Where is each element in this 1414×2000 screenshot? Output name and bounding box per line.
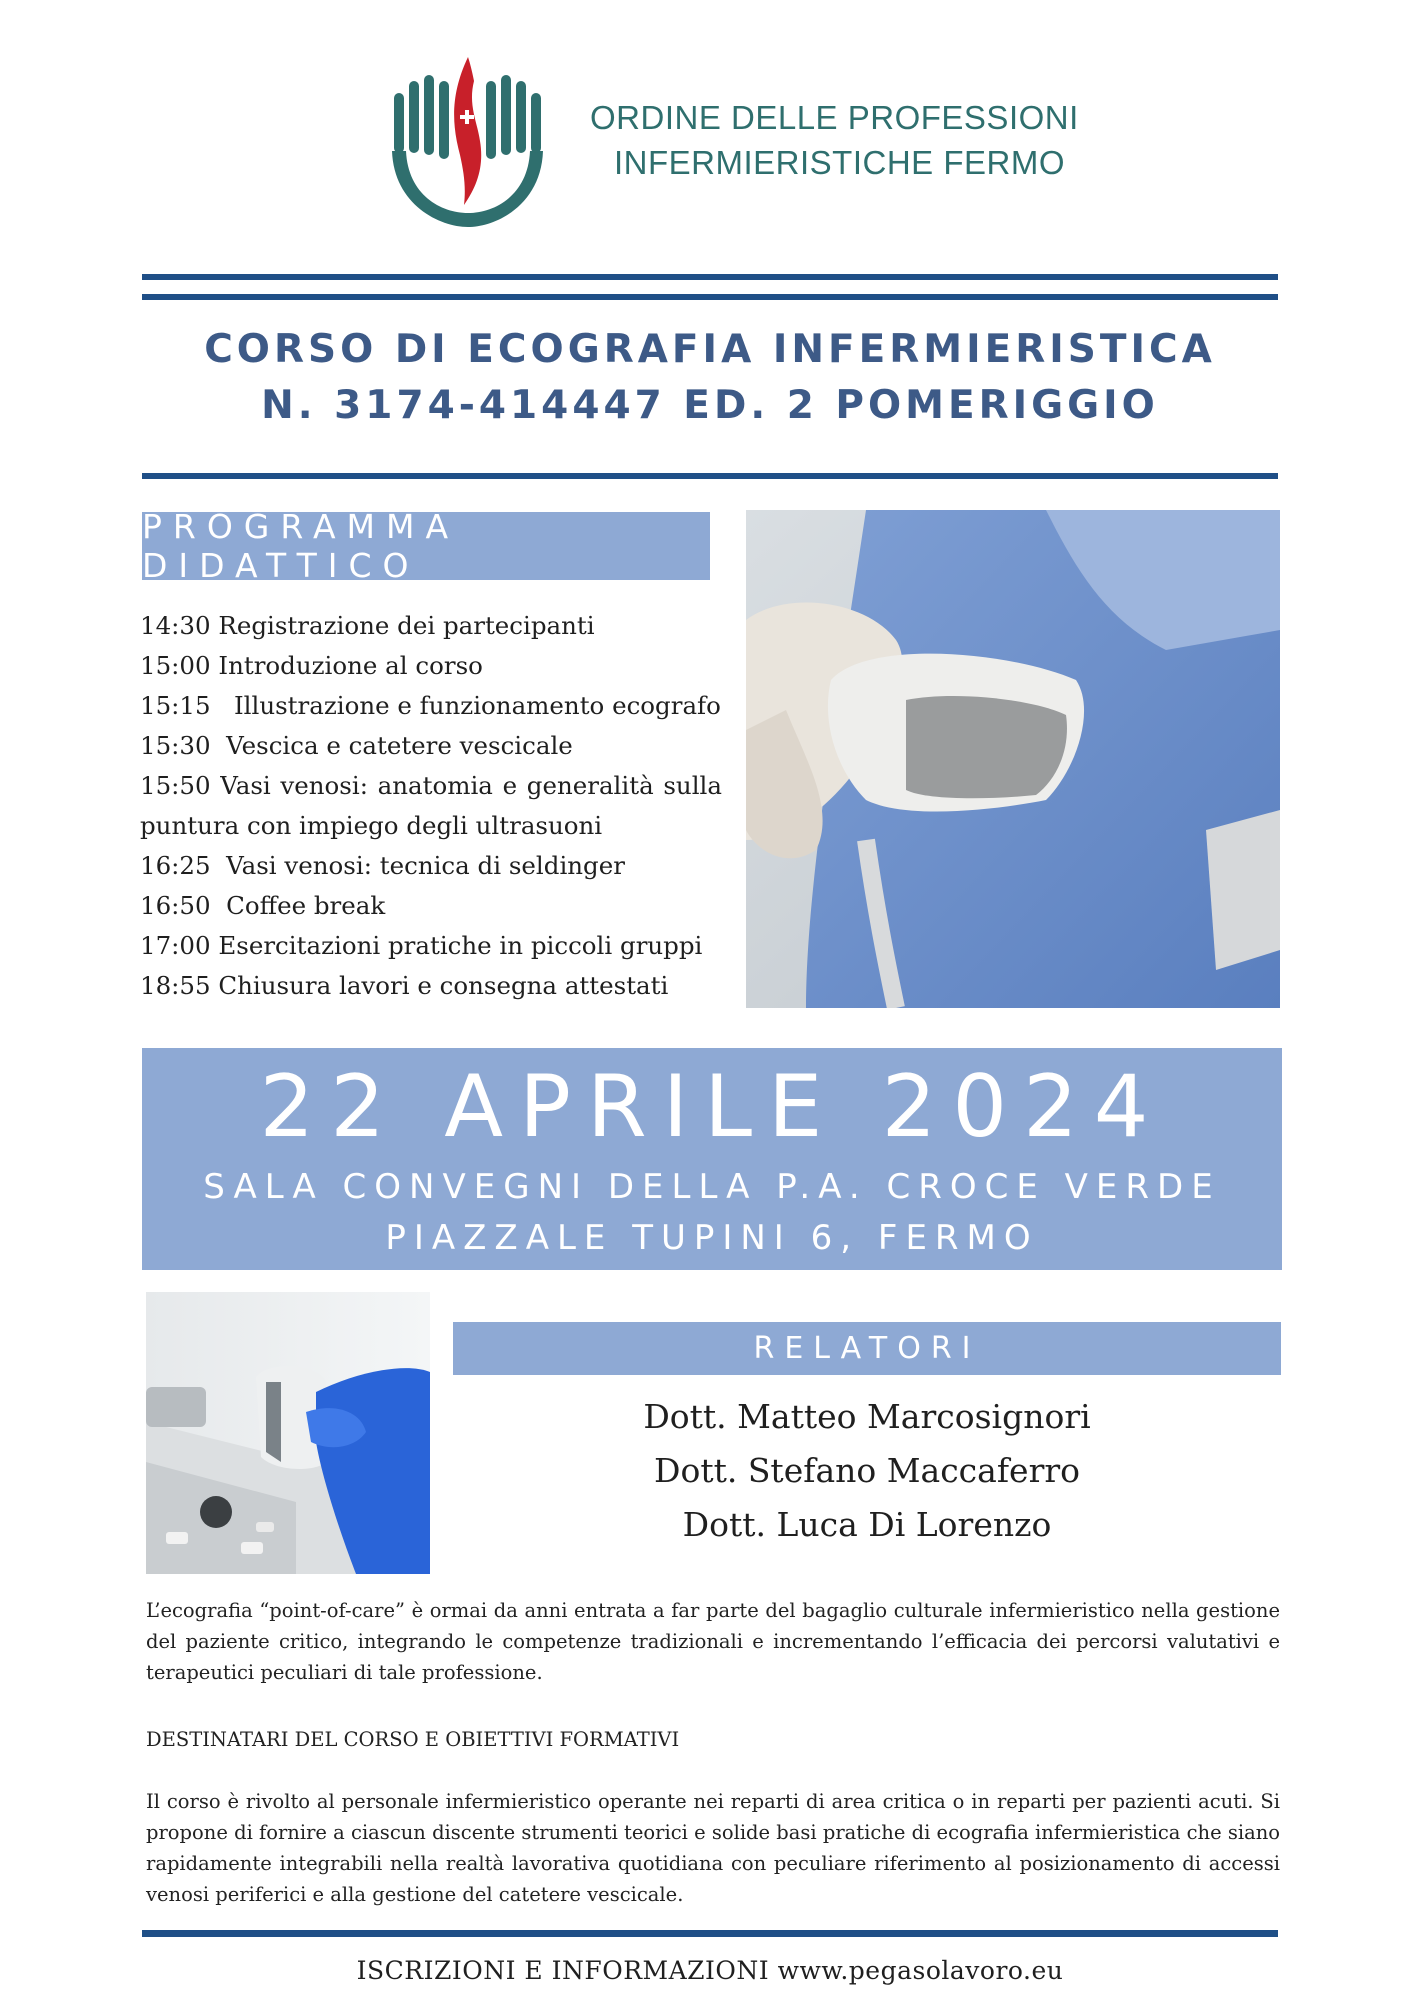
course-title-line2: N. 3174-414447 ED. 2 POMERIGGIO bbox=[261, 383, 1159, 428]
organization-logo-icon bbox=[380, 55, 555, 230]
schedule-item: 14:30 Registrazione dei partecipanti bbox=[140, 611, 595, 640]
schedule-item: 17:00 Esercitazioni pratiche in piccoli gruppi bbox=[140, 931, 703, 960]
program-schedule bbox=[140, 606, 722, 1006]
ultrasound-probe-photo bbox=[746, 510, 1280, 1008]
header-divider-bottom bbox=[142, 294, 1278, 300]
schedule-item: 15:00 Introduzione al corso bbox=[140, 651, 483, 680]
event-date: 22 APRILE 2024 bbox=[259, 1057, 1165, 1157]
speakers-header: RELATORI bbox=[453, 1322, 1281, 1375]
course-title-line1: CORSO DI ECOGRAFIA INFERMIERISTICA bbox=[204, 327, 1216, 372]
footer-contact: ISCRIZIONI E INFORMAZIONI www.pegasolavoro.eu bbox=[356, 1956, 1064, 1985]
speaker-name: Dott. Stefano Maccaferro bbox=[654, 1451, 1080, 1490]
speakers-list bbox=[453, 1390, 1281, 1552]
ultrasound-device-photo bbox=[146, 1292, 430, 1574]
schedule-item: 16:50 Coffee break bbox=[140, 891, 386, 920]
intro-paragraph: L’ecografia “point-of-care” è ormai da anni entrata a far parte del bagaglio culturale infermieristico nella gestione del paziente critico, integrando le competenze tradizionali e incrementando l’efficacia dei percorsi valutativi e terapeutici peculiari di tale professione. bbox=[146, 1599, 1280, 1684]
venue-line2: PIAZZALE TUPINI 6, FERMO bbox=[385, 1218, 1039, 1258]
schedule-item: 18:55 Chiusura lavori e consegna attestati bbox=[140, 971, 669, 1000]
schedule-item: 16:25 Vasi venosi: tecnica di seldinger bbox=[140, 851, 625, 880]
schedule-item: 15:30 Vescica e catetere vescicale bbox=[140, 731, 573, 760]
objectives-heading: DESTINATARI DEL CORSO E OBIETTIVI FORMATIVI bbox=[146, 1728, 680, 1751]
organization-name bbox=[590, 95, 1150, 185]
schedule-item: 15:50 Vasi venosi: anatomia e generalità sulla puntura con impiego degli ultrasuoni bbox=[140, 771, 722, 840]
org-name-line1: ORDINE DELLE PROFESSIONI bbox=[590, 99, 1079, 136]
speaker-name: Dott. Matteo Marcosignori bbox=[643, 1397, 1091, 1436]
speaker-name: Dott. Luca Di Lorenzo bbox=[682, 1505, 1052, 1544]
program-header: PROGRAMMA DIDATTICO bbox=[142, 512, 710, 580]
event-venue bbox=[142, 1162, 1282, 1264]
title-divider bbox=[142, 473, 1278, 479]
footer-divider bbox=[142, 1930, 1278, 1937]
objectives-paragraph: Il corso è rivolto al personale infermieristico operante nei reparti di area critica o in reparti per pazienti acuti. Si propone di fornire a ciascun discente strumenti teorici e solide basi pratiche di ecografia infermieristica che siano rapidamente integrabili nella realtà lavorativa quotidiana con peculiare riferimento al posizionamento di accessi venosi periferici e alla gestione del catetere vescicale. bbox=[146, 1790, 1280, 1906]
header-divider-top bbox=[142, 274, 1278, 280]
schedule-item: 15:15 Illustrazione e funzionamento ecografo bbox=[140, 691, 721, 720]
venue-line1: SALA CONVEGNI DELLA P.A. CROCE VERDE bbox=[203, 1167, 1221, 1207]
course-title bbox=[120, 322, 1300, 434]
org-name-line2: INFERMIERISTICHE FERMO bbox=[614, 144, 1066, 181]
